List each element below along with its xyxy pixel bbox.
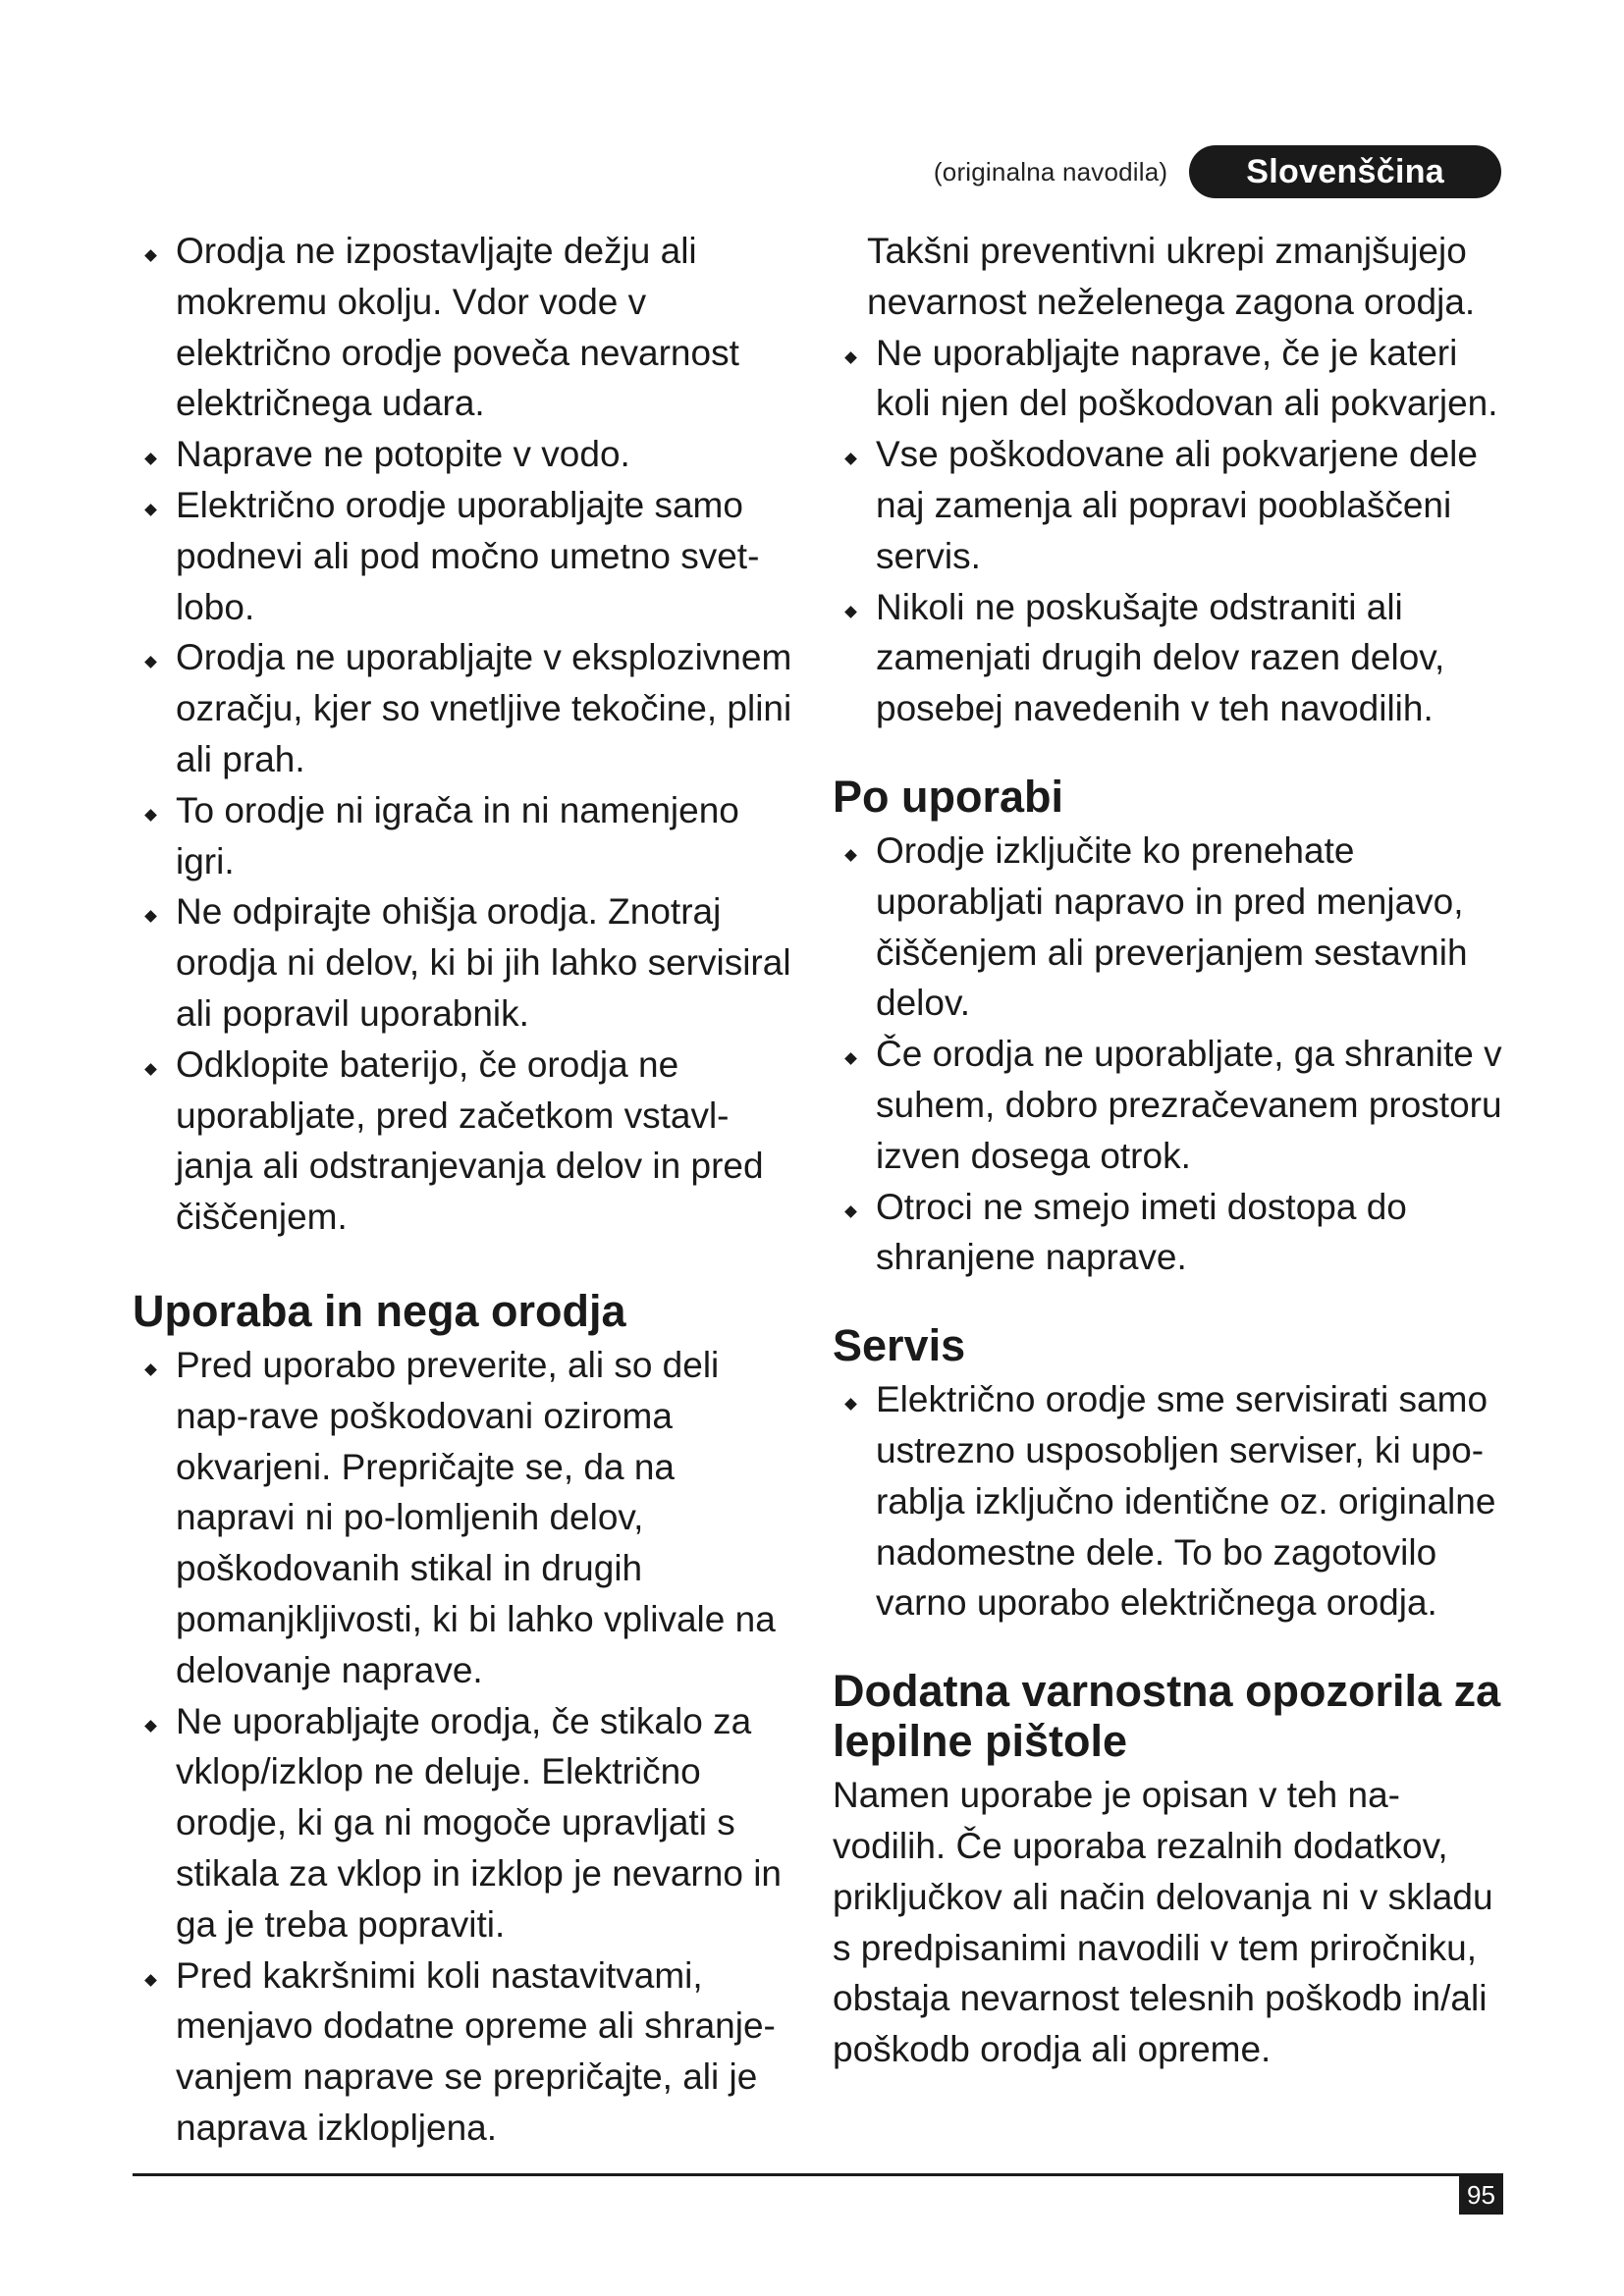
bullet-icon <box>844 1052 857 1065</box>
list-item: To orodje ni igrača in ni namenjeno igri. <box>133 785 800 887</box>
list-item: Otroci ne smejo imeti dostopa do shranjene naprave. <box>833 1182 1510 1284</box>
section-heading-care: Uporaba in nega orodja <box>133 1285 626 1336</box>
bullet-icon <box>144 504 157 516</box>
list-item: Ne odpirajte ohišja orodja. Znotraj orodja ni delov, ki bi jih lahko servisiral ali popravil uporabnik. <box>133 886 800 1039</box>
bullet-icon <box>144 657 157 669</box>
bullet-icon <box>144 1974 157 1987</box>
list-item: Nikoli ne poskušajte odstraniti ali zamenjati drugih delov razen delov, posebej navedenih v teh navodilih. <box>833 582 1510 734</box>
list-item: Pred kakršnimi koli nastavitvami, menjavo dodatne opreme ali shranje-vanjem naprave se prepričajte, ali je naprava izklopljena. <box>133 1950 800 2154</box>
bullet-icon <box>144 910 157 923</box>
language-badge: Slovenščina <box>1189 145 1501 198</box>
list-item: Če orodja ne uporabljate, ga shranite v suhem, dobro prezračevanem prostoru izven dosega otrok. <box>833 1029 1510 1181</box>
bullet-icon <box>144 453 157 465</box>
right-column <box>833 226 1510 2075</box>
bullet-icon <box>844 849 857 862</box>
continuation-text: Takšni preventivni ukrepi zmanjšujejo nevarnost neželenega zagona orodja. <box>867 231 1476 322</box>
bullet-icon <box>844 351 857 364</box>
list-item: Orodje izključite ko prenehate uporabljati napravo in pred menjavo, čiščenjem ali preverjanjem sestavnih delov. <box>833 826 1510 1029</box>
section-heading-extra-warnings: Dodatna varnostna opozorila za lepilne pištole <box>833 1666 1501 1767</box>
list-item: Vse poškodovane ali pokvarjene dele naj zamenja ali popravi pooblaščeni servis. <box>833 429 1510 581</box>
bullet-icon <box>844 453 857 465</box>
list-item: Električno orodje sme servisirati samo ustrezno usposobljen serviser, ki upo-rablja izključno identične oz. originalne nadomestne dele. To bo zagotovilo varno uporabo električnega orodja. <box>833 1374 1510 1629</box>
footer-rule <box>133 2173 1503 2176</box>
section-heading-after-use: Po uporabi <box>833 771 1063 822</box>
bullet-icon <box>144 1363 157 1376</box>
list-item: Ne uporabljajte orodja, če stikalo za vklop/izklop ne deluje. Električno orodje, ki ga ni mogoče upravljati s stikala za vklop in izklop je nevarno in ga je treba popraviti. <box>133 1696 800 1950</box>
list-item: Električno orodje uporabljajte samo podnevi ali pod močno umetno svet-lobo. <box>133 480 800 632</box>
left-column <box>133 226 800 2154</box>
bullet-icon <box>844 1205 857 1218</box>
bullet-icon <box>144 1720 157 1733</box>
bullet-icon <box>844 606 857 618</box>
bullet-icon <box>144 1063 157 1076</box>
list-item: Pred uporabo preverite, ali so deli nap-rave poškodovani oziroma okvarjeni. Prepričajte se, da na napravi ni po-lomljenih delov, poškodovanih stikal in drugih pomanjkljivosti, ki bi lahko vplivale na delovanje naprave. <box>133 1340 800 1696</box>
header-note: (originalna navodila) <box>933 156 1168 187</box>
list-item: Odklopite baterijo, če orodja ne uporabljate, pred začetkom vstavl-janja ali odstranjevanja delov in pred čiščenjem. <box>133 1040 800 1243</box>
bullet-icon <box>144 249 157 262</box>
bullet-icon <box>844 1398 857 1411</box>
section-heading-service: Servis <box>833 1320 966 1371</box>
extra-warnings-text: Namen uporabe je opisan v teh na-vodilih. Če uporaba rezalnih dodatkov, priključkov ali način delovanja ni v skladu s predpisanimi navodili v tem priročniku, obstaja nevarnost telesnih poškodb in/ali poškodb orodja ali opreme. <box>833 1775 1493 2070</box>
list-item: Naprave ne potopite v vodo. <box>133 429 800 480</box>
page-number: 95 <box>1459 2175 1503 2215</box>
bullet-icon <box>144 809 157 822</box>
list-item: Ne uporabljajte naprave, če je kateri koli njen del poškodovan ali pokvarjen. <box>833 328 1510 430</box>
list-item: Orodja ne izpostavljajte dežju ali mokremu okolju. Vdor vode v električno orodje poveča nevarnost električnega udara. <box>133 226 800 429</box>
list-item: Orodja ne uporabljajte v eksplozivnem ozračju, kjer so vnetljive tekočine, plini ali prah. <box>133 632 800 784</box>
page-header <box>934 145 1501 198</box>
